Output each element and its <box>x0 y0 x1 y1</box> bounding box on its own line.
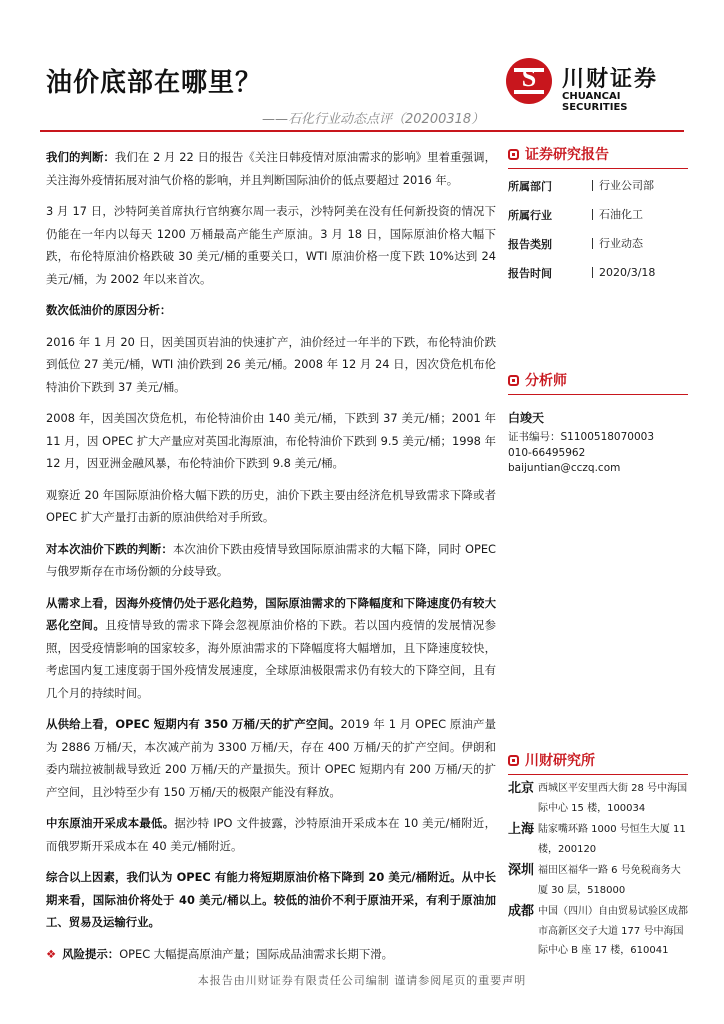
info-row-date <box>508 258 688 287</box>
company-logo <box>506 58 686 113</box>
office-shenzhen <box>508 861 688 900</box>
lead-text: 中东原油开采成本最低。 <box>46 816 175 830</box>
analyst-heading <box>508 370 688 390</box>
report-body <box>46 146 496 974</box>
paragraph-judgement <box>46 146 496 191</box>
office-city: 成都 <box>508 904 535 919</box>
paragraph-text: 据沙特 IPO 文件披露，沙特原油开采成本在 10 美元/桶附近，而俄罗斯开采成本在 40 美元/桶附近。 <box>46 816 496 853</box>
paragraph-current-judgement <box>46 538 496 583</box>
office-shanghai <box>508 820 688 859</box>
office-chengdu <box>508 902 688 961</box>
institute-heading <box>508 750 688 770</box>
lead-text: 我们的判断： <box>46 150 115 164</box>
logo-mark-icon <box>506 58 552 104</box>
paragraph-history <box>46 407 496 475</box>
paragraph-text: 且疫情导致的需求下降会忽视原油价格的下跌。若以国内疫情的发展情况参照，因受疫情影响的国家较多，海外原油需求的下降幅度将大幅增加，且下降速度较快，考虑国内复工速度弱于国外疫情发展速度，全球原油极限需求仍有较大的下降空间，且有几个月的持续时间。 <box>46 618 496 700</box>
paragraph-analysis-heading <box>46 299 496 322</box>
logo-mark-letter: S <box>521 63 537 92</box>
office-city: 北京 <box>508 781 535 796</box>
paragraph-text: OPEC 大幅提高原油产量；国际成品油需求长期下滑。 <box>119 946 393 961</box>
paragraph-observation <box>46 484 496 529</box>
paragraph-supply <box>46 713 496 803</box>
page-footer: 本报告由川财证券有限责任公司编制 谨请参阅尾页的重要声明 <box>197 974 527 987</box>
paragraph-2016 <box>46 331 496 399</box>
paragraph-text: 2008 年，因美国次贷危机，布伦特油价由 140 美元/桶，下跌到 37 美元/桶；2001 年 11 月，因 OPEC 扩大产量应对英国北海原油，布伦特油价下跌到 9.5 美元/桶；1998 年 12 月，因亚洲金融风暴，布伦特油价下跌到 9.8 美元/桶。 <box>46 411 496 470</box>
office-address: 福田区福华一路 6 号免税商务大厦 30 层，518000 <box>538 865 681 896</box>
info-key: 所属行业 <box>508 208 552 222</box>
paragraph-cost <box>46 812 496 857</box>
office-address: 中国（四川）自由贸易试验区成都市高新区交子大道 177 号中海国际中心 B 座 17 楼，610041 <box>538 906 688 956</box>
paragraph-text: 本次油价下跌由疫情导致国际原油需求的大幅下降，同时 OPEC 与俄罗斯存在市场份额的分歧导致。 <box>46 541 496 578</box>
heading-text: 川财研究所 <box>525 753 595 769</box>
office-city: 上海 <box>508 822 535 837</box>
paragraph-text: 2019 年 1 月 OPEC 原油产量为 2886 万桶/天，本次减产前为 3300 万桶/天，存在 400 万桶/天的扩产空间。伊朗和委内瑞拉被制裁导致近 200 万桶/天的产量损失。预计 OPEC 短期内有 200 万桶/天的扩产空间，且沙特至少有 150 万桶/天的极限产能没有释放。 <box>46 717 497 799</box>
analyst-icon <box>508 375 519 386</box>
paragraph-risk <box>46 943 496 966</box>
info-value: 2020/3/18 <box>592 267 655 278</box>
office-beijing <box>508 779 688 818</box>
analyst-cert: 证书编号：S1100518070003 <box>508 431 655 443</box>
paragraph-conclusion <box>46 866 496 934</box>
info-value: 行业动态 <box>592 238 643 249</box>
lead-text: 从需求上看，因海外疫情仍处于恶化趋势，国际原油需求的下降幅度和下降速度仍有较大恶化空间。 <box>46 595 496 632</box>
paragraph-text: 3 月 17 日，沙特阿美首席执行官纳赛尔周一表示，沙特阿美在没有任何新投资的情况下仍能在一年内以每天 1200 万桶最高产能生产原油。3 月 18 日，国际原油价格大幅下跌，布伦特原油价格跌破 30 美元/桶的重要关口，WTI 原油价格一度下跌 10%达到 24 美元/桶，为 2002 年以来首次。 <box>46 204 496 286</box>
info-key: 报告类别 <box>508 237 552 251</box>
paragraph-text: 2016 年 1 月 20 日，因美国页岩油的快速扩产，油价经过一年半的下跌，布伦特油价跌到低位 27 美元/桶，WTI 油价跌到 26 美元/桶。2008 年 12 月 24 日，因次贷危机布伦特油价下跌到 37 美元/桶。 <box>46 334 496 394</box>
heading-text: 分析师 <box>525 373 567 389</box>
lead-text: 从供给上看，OPEC 短期内有 350 万桶/天的扩产空间。 <box>46 717 341 731</box>
paragraph-text: 我们在 2 月 22 日的报告《关注日韩疫情对原油需求的影响》里着重强调，关注海外疫情拓展对油气价格的影响，并且判断国际油价的低点要超过 2016 年。 <box>46 150 496 187</box>
header-rule <box>40 130 684 132</box>
diamond-bullet-icon: ❖ <box>46 946 57 961</box>
paragraph-demand <box>46 592 496 705</box>
report-info-heading <box>508 144 688 164</box>
info-row-department <box>508 171 688 200</box>
paragraph-text: 观察近 20 年国际原油价格大幅下跌的历史，油价下跌主要由经济危机导致需求下降或者 OPEC 扩大产量打击新的原油供给对手所致。 <box>46 487 496 524</box>
logo-name-en: CHUANCAI SECURITIES <box>562 91 628 113</box>
divider <box>508 394 688 395</box>
institute-icon <box>508 755 519 766</box>
office-address: 西城区平安里西大街 28 号中海国际中心 15 楼，100034 <box>538 783 688 814</box>
analyst-email[interactable]: baijuntian@cczq.com <box>508 462 621 474</box>
report-title: 油价底部在哪里？ <box>46 68 263 98</box>
info-value: 行业公司部 <box>592 180 654 191</box>
report-icon <box>508 149 519 160</box>
logo-name-cn: 川财证券 <box>562 67 659 92</box>
lead-text: 对本次油价下跌的判断： <box>46 541 173 556</box>
info-key: 所属部门 <box>508 179 552 193</box>
report-info-panel <box>508 144 688 287</box>
divider <box>508 168 688 169</box>
office-address: 陆家嘴环路 1000 号恒生大厦 11 楼，200120 <box>538 824 686 855</box>
info-key: 报告时间 <box>508 266 552 280</box>
analyst-panel <box>508 370 688 477</box>
paragraph-saudi <box>46 200 496 290</box>
divider <box>508 774 688 775</box>
lead-text: 综合以上因素，我们认为 OPEC 有能力将短期原油价格下降到 20 美元/桶附近。从中长期来看，国际油价将处于 40 美元/桶以上。较低的油价不利于原油开采，有利于原油加工、贸易及运输行业。 <box>46 870 496 929</box>
info-row-industry <box>508 200 688 229</box>
analyst-name: 白竣天 <box>508 411 545 425</box>
lead-text: 数次低油价的原因分析： <box>46 303 172 317</box>
info-value: 石油化工 <box>592 209 643 220</box>
analyst-phone: 010-66495962 <box>508 446 586 459</box>
institute-panel <box>508 750 688 961</box>
office-city: 深圳 <box>508 863 535 878</box>
report-subtitle: ——石化行业动态点评（20200318） <box>262 112 485 127</box>
heading-text: 证券研究报告 <box>525 147 609 163</box>
lead-text: 风险提示： <box>62 946 120 961</box>
info-row-category <box>508 229 688 258</box>
